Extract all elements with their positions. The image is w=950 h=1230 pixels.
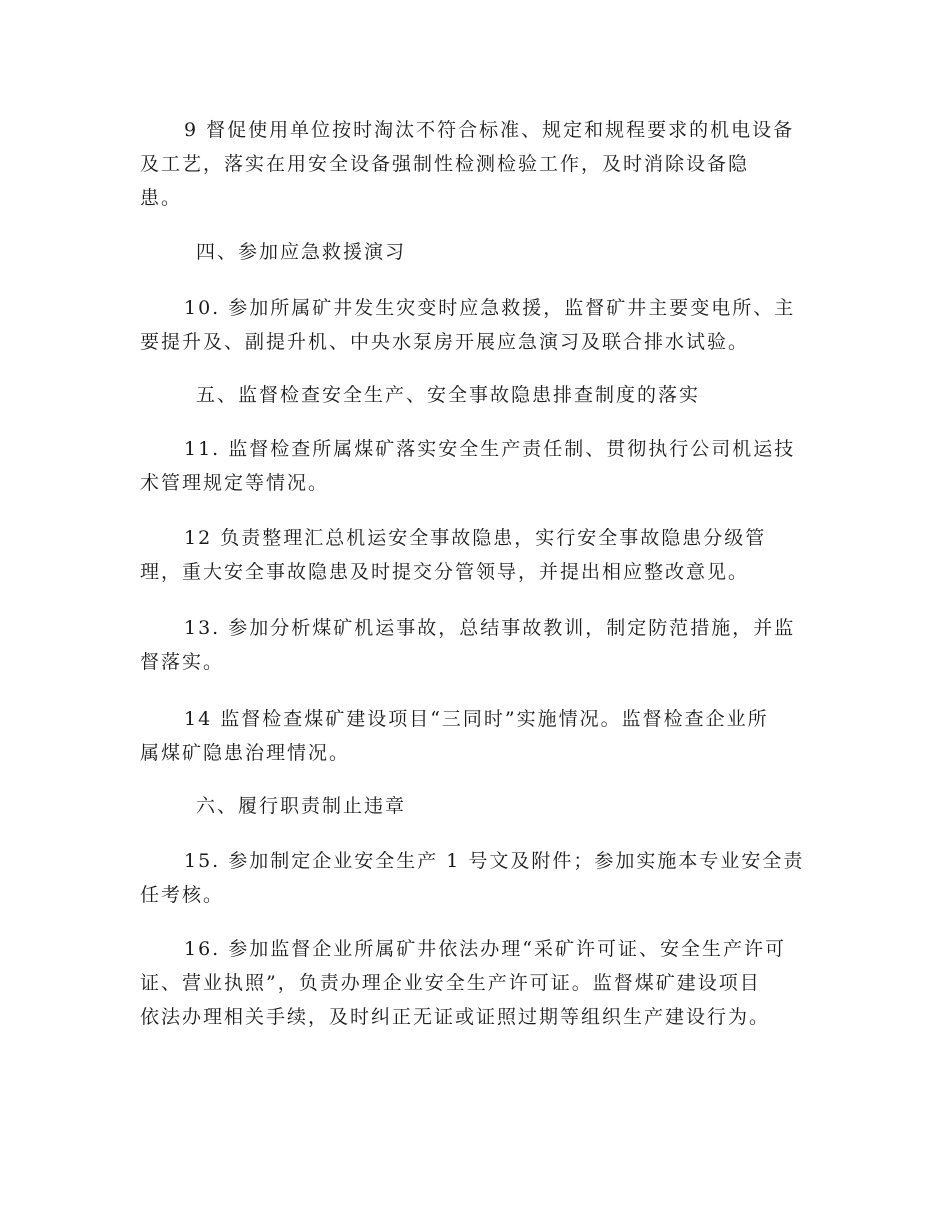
paragraph-line: 15. 参加制定企业安全生产 1 号文及附件；参加实施本专业安全责 xyxy=(184,850,805,872)
paragraph-line: 16. 参加监督企业所属矿井依法办理“采矿许可证、安全生产许可 xyxy=(184,938,786,960)
paragraph-item-14 xyxy=(140,702,820,770)
paragraph-item-10 xyxy=(140,291,820,359)
heading-line: 五、监督检查安全生产、安全事故隐患排查制度的落实 xyxy=(196,384,701,406)
paragraph-item-9 xyxy=(140,113,820,215)
paragraph-line: 9 督促使用单位按时淘汰不符合标准、规定和规程要求的机电设备 xyxy=(184,119,795,141)
paragraph-line: 患。 xyxy=(140,187,183,209)
paragraph-line: 督落实。 xyxy=(140,651,225,673)
section-heading-4 xyxy=(140,235,820,269)
paragraph-item-15 xyxy=(140,844,820,912)
paragraph-line: 及工艺，落实在用安全设备强制性检测检验工作，及时消除设备隐 xyxy=(140,153,750,175)
paragraph-line: 术管理规定等情况。 xyxy=(140,472,330,494)
paragraph-line: 要提升及、副提升机、中央水泵房开展应急演习及联合排水试验。 xyxy=(140,331,750,353)
paragraph-line: 12 负责整理汇总机运安全事故隐患，实行安全事故隐患分级管 xyxy=(184,527,767,549)
paragraph-item-13 xyxy=(140,611,820,679)
paragraph-line: 13. 参加分析煤矿机运事故，总结事故教训，制定防范措施，并监 xyxy=(184,617,796,639)
paragraph-line: 理，重大安全事故隐患及时提交分管领导，并提出相应整改意见。 xyxy=(140,561,750,583)
heading-line: 六、履行职责制止违章 xyxy=(196,795,407,817)
paragraph-item-11 xyxy=(140,432,820,500)
paragraph-line: 属煤矿隐患治理情况。 xyxy=(140,742,351,764)
paragraph-line: 依法办理相关手续，及时纠正无证或证照过期等组织生产建设行为。 xyxy=(140,1006,771,1028)
paragraph-line: 证、营业执照”，负责办理企业安全生产许可证。监督煤矿建设项目 xyxy=(140,972,761,994)
paragraph-item-12 xyxy=(140,521,820,589)
section-heading-5 xyxy=(140,378,820,412)
paragraph-line: 14 监督检查煤矿建设项目“三同时”实施情况。监督检查企业所 xyxy=(184,708,769,730)
paragraph-item-16 xyxy=(140,932,820,1034)
heading-line: 四、参加应急救援演习 xyxy=(196,241,407,263)
paragraph-line: 11. 监督检查所属煤矿落实安全生产责任制、贯彻执行公司机运技 xyxy=(184,438,796,460)
paragraph-line: 10. 参加所属矿井发生灾变时应急救援，监督矿井主要变电所、主 xyxy=(184,297,796,319)
section-heading-6 xyxy=(140,789,820,823)
paragraph-line: 任考核。 xyxy=(140,884,225,906)
